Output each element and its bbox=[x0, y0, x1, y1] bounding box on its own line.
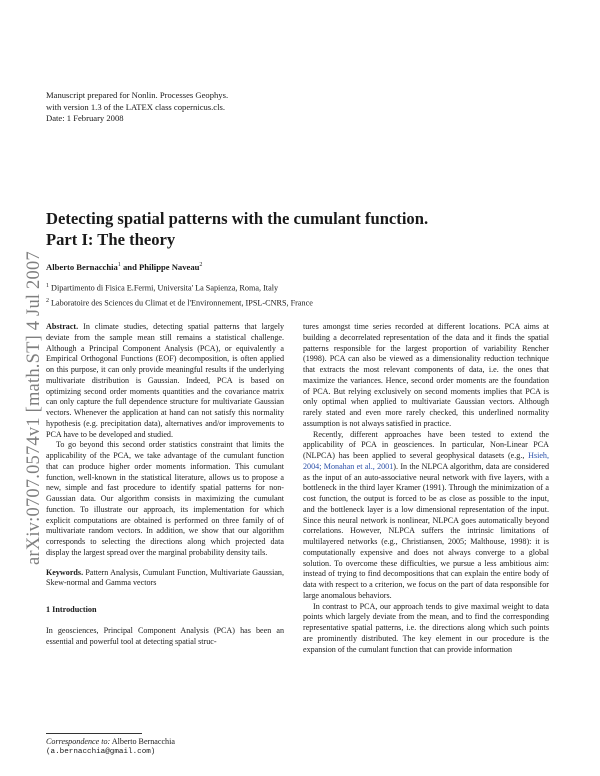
header-line-version: with version 1.3 of the LATEX class copernicus.cls. bbox=[46, 101, 225, 112]
abstract-paragraph: Abstract. In climate studies, detecting spatial patterns that largely deviate from the sample mean still remains a statistical challenge. Although a Principal Component Analysis (PCA), or equivalently a Empirical Orthogonal Functions (EOF) decomposition, is often applied on this purpose, it can only provide meaningful results if the underlying multivariate distribution is Gaussian. Indeed, PCA is based on optimizing second order moments quantities and the covariance matrix can only capture the full dependence structure for multivariate Gaussian vectors. Whenever the application at hand can not satisfy this normality hypothesis (e.g. precipitation data), alternatives and/or improvements to PCA have to be developed and studied. bbox=[46, 322, 285, 439]
correspondence-email: (a.bernacchia@gmail.com) bbox=[46, 748, 156, 756]
body-paragraph: tures amongst time series recorded at different locations. PCA aims at building a decorrelated representation of the data and it finds the spatial patterns responsible for the largest proportion of variability Rencher (1998). PCA can also be viewed as a dimensionality reduction technique that extracts the most relevant components of data, i.e. the ones that maximize the variances. Hence, second order moments are the foundation of PCA. But relying exclusively on second moments implies that PCA is only optimal when applied to multivariate Gaussian vectors. Although rarely stated and even more rarely checked, this underlined normality assumption is not always satisfied in practice. bbox=[303, 322, 549, 428]
keywords: Keywords. Pattern Analysis, Cumulant Function, Multivariate Gaussian, Skew-normal and Gamma vectors bbox=[46, 567, 284, 588]
keywords-label: Keywords. bbox=[46, 567, 84, 577]
author-affil-marker: 2 bbox=[199, 262, 203, 269]
manuscript-header bbox=[46, 90, 228, 125]
abstract-paragraph: To go beyond this second order statistics constraint that limits the applicability of the PCA, we take advantage of the cumulant function that can produce higher order moments information. This cumulant function, well-known in the statistical literature, allows us to propose a new, simple and fast procedure to identify spatial patterns for non-Gaussian data. Our algorithm consists in maximizing the cumulant function. To illustrate our approach, its implementation for which explicit computations are obtained is performed on three family of of multivariate random vectors. In addition, we show that our algorithm corresponds to selecting the directions along which projected data display the largest spread over the marginal probability density tails. bbox=[46, 440, 284, 557]
left-column bbox=[46, 322, 284, 647]
author-list bbox=[46, 262, 202, 272]
correspondence-label: Correspondence to: bbox=[46, 737, 111, 746]
affiliation-item: $^2$ Laboratoire des Sciences du Climat et de l'Environnement, IPSL-CNRS, France bbox=[46, 298, 313, 308]
paper-title bbox=[46, 208, 428, 250]
body-paragraph: In geosciences, Principal Component Analysis (PCA) has been an essential and powerful tool at detecting spatial struc- bbox=[46, 625, 284, 646]
author-affil-marker: 1 bbox=[117, 262, 121, 269]
abstract-label: Abstract. bbox=[46, 322, 79, 331]
body-paragraph: Recently, different approaches have been tested to extend the applicability of PCA in geosciences. In particular, Non-Linear PCA (NLPCA) has been applied to several geophysical datasets (e.g., Hsieh, 2004; Monahan et al., 2001). In the NLPCA algorithm, data are considered as the input of an auto-associative neural network with five layers, with a bottleneck in the third layer Kramer (1991). Through the minimization of a cost function, the output is forced to be as close as possible to the input, and the bottleneck layer is a low dimensional representation of the input. Since this neural network is nonlinear, NLPCA goes automatically beyond correlations. However, NLPCA suffers the intrinsic limitations of multilayered networks (e.g., Christiansen, 2005; Malthouse, 1998): it is computationally expensive and does not always converge to a global solution. To overcome these difficulties, we pursue a less ambitious aim: instead of trying to find decompositions that can explain the entire body of data with respect to a criterion, we focus on the part of data responsible for large anomalous behaviors. bbox=[303, 429, 550, 600]
footnote-rule bbox=[46, 733, 142, 734]
affiliations bbox=[46, 280, 313, 310]
citation-link[interactable]: Hsieh, 2004; Monahan et al., 2001 bbox=[303, 451, 549, 471]
section-heading: 1 Introduction bbox=[46, 605, 97, 614]
header-line-journal: Manuscript prepared for Nonlin. Processes Geophys. bbox=[46, 90, 229, 100]
body-paragraph: In contrast to PCA, our approach tends to give maximal weight to data points which largely deviate from the mean, and to find the corresponding representative spatial patterns, i.e. the directions along which such points are prominently distributed. The key element in our procedure is the expansion of the cumulant function that can provide information bbox=[303, 601, 549, 654]
arxiv-sidebar-id: arXiv:0707.0574v1 [math.ST] 4 Jul 2007 bbox=[24, 251, 44, 565]
title-line-2: Part I: The theory bbox=[46, 230, 176, 249]
correspondence-footnote bbox=[46, 736, 175, 758]
header-line-date: Date: 1 February 2008 bbox=[46, 113, 124, 123]
right-column bbox=[303, 322, 549, 655]
correspondence-name: Alberto Bernacchia bbox=[111, 737, 175, 746]
affiliation-item: $^1$ Dipartimento di Fisica E.Fermi, Universita' La Sapienza, Roma, Italy bbox=[46, 283, 279, 293]
author-conjunction: and bbox=[120, 262, 139, 272]
author-name: Alberto Bernacchia bbox=[46, 262, 118, 272]
author-name: Philippe Naveau bbox=[139, 262, 200, 272]
title-line-1: Detecting spatial patterns with the cumulant function. bbox=[46, 209, 429, 228]
